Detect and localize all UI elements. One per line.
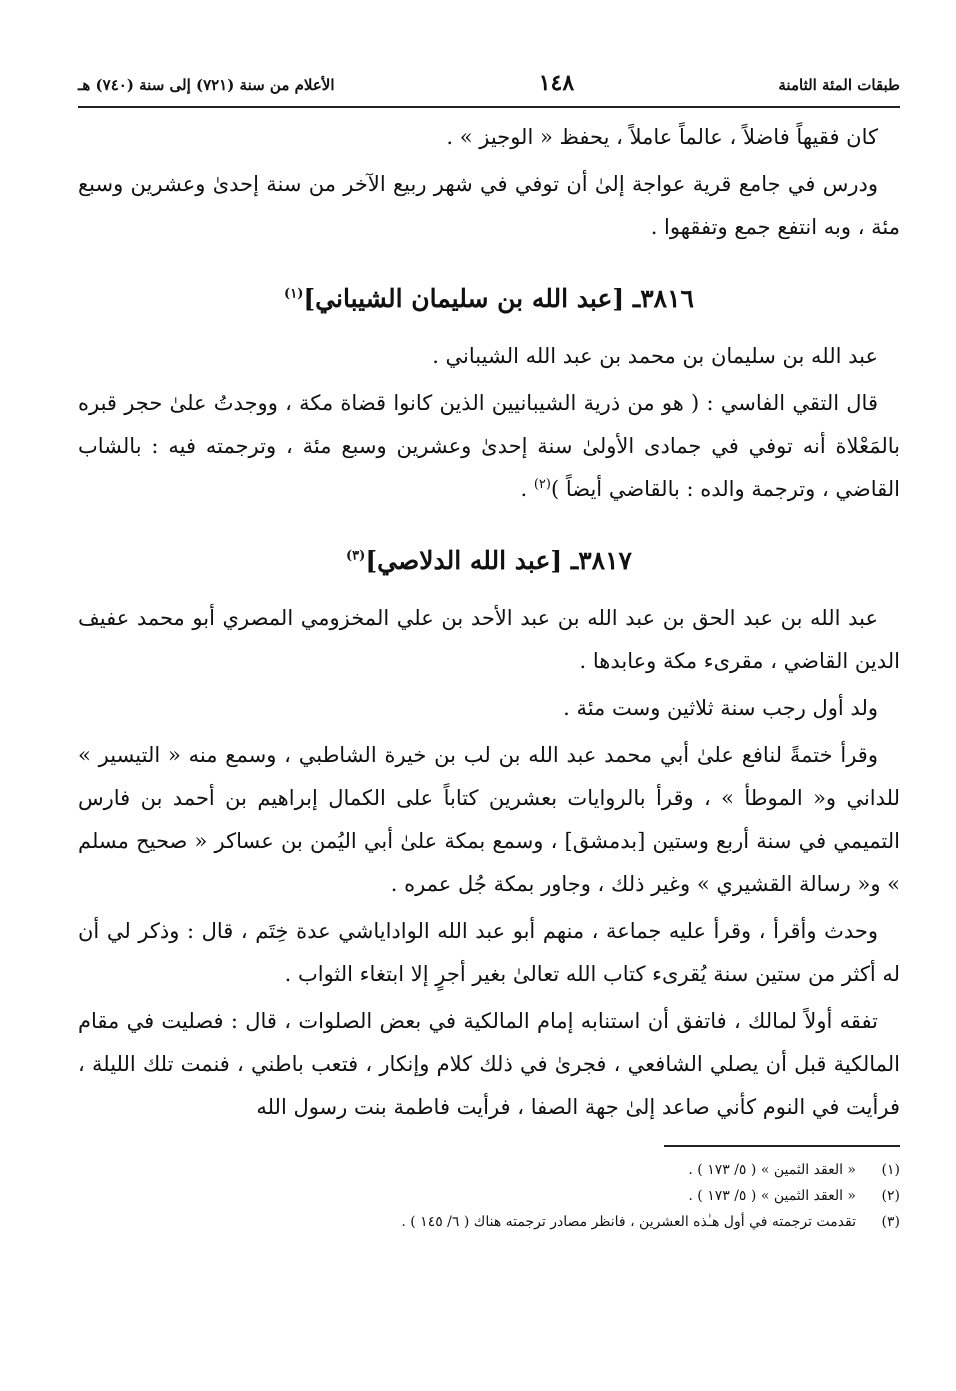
paragraph	[78, 335, 900, 378]
paragraph-text: تفقه أولاً لمالك ، فاتفق أن استنابه إمام المالكية في بعض الصلوات ، قال : فصليت في مقام المالكية قبل أن يصلي الشافعي ، فجرىٰ في ذلك كلام وإنكار ، فتعب باطني ، فنمت تلك الليلة ، فرأيت في النوم كأني صاعد إلىٰ جهة الصفا ، فرأيت فاطمة بنت رسول الله	[78, 1009, 900, 1119]
paragraph-text: وحدث وأقرأ ، وقرأ عليه جماعة ، منهم أبو عبد الله الواداياشي عدة خِتَم ، قال : وذكر لي أن له أكثر من ستين سنة يُقرىء كتاب الله تعالىٰ بغير أجرٍ إلا ابتغاء الثواب .	[78, 919, 900, 986]
paragraph	[78, 116, 900, 159]
footnote-ref: (٢)	[533, 477, 551, 492]
paragraph	[78, 687, 900, 730]
page-number: ١٤٨	[538, 70, 575, 96]
footnote-text: تقدمت ترجمته في أول هـٰذه العشرين ، فانظر مصادر ترجمته هناك ( ٦/ ١٤٥ ) .	[401, 1214, 856, 1230]
running-header	[78, 70, 900, 108]
footnotes	[78, 1157, 900, 1235]
paragraph	[78, 734, 900, 906]
heading-text: ٣٨١٦ـ [عبد الله بن سليمان الشيباني]	[303, 284, 694, 313]
footnote-text: « العقد الثمين » ( ٥/ ١٧٣ ) .	[688, 1188, 856, 1204]
paragraph-text: ولد أول رجب سنة ثلاثين وست مئة .	[563, 696, 878, 720]
entry-heading	[78, 539, 900, 583]
footnote	[78, 1157, 900, 1183]
header-section-title: طبقات المئة الثامنة	[778, 76, 900, 94]
footnote-ref: (١)	[284, 286, 304, 302]
footnote	[78, 1183, 900, 1209]
main-text	[78, 116, 900, 1129]
paragraph-text: وقرأ ختمةً لنافع علىٰ أبي محمد عبد الله بن لب بن خيرة الشاطبي ، وسمع منه « التيسير » للداني و« الموطأ » ، وقرأ بالروايات بعشرين كتاباً على الكمال إبراهيم بن أحمد بن فارس التميمي في سنة أربع وستين [بدمشق] ، وسمع بمكة علىٰ أبي اليُمن بن عساكر « صحيح مسلم » و« رسالة القشيري » وغير ذلك ، وجاور بمكة جُل عمره .	[78, 743, 900, 896]
paragraph	[78, 597, 900, 683]
heading-text: ٣٨١٧ـ [عبد الله الدلاصي]	[365, 546, 632, 575]
paragraph	[78, 1000, 900, 1129]
footnote-divider	[664, 1145, 900, 1147]
paragraph	[78, 163, 900, 249]
paragraph-text: عبد الله بن عبد الحق بن عبد الله بن عبد الأحد بن علي المخزومي المصري أبو محمد عفيف الدين القاضي ، مقرىء مكة وعابدها .	[78, 606, 900, 673]
paragraph-tail: .	[520, 477, 534, 501]
footnote-text: « العقد الثمين » ( ٥/ ١٧٣ ) .	[688, 1162, 856, 1178]
footnote-number: (١)	[881, 1162, 900, 1178]
paragraph-text: ودرس في جامع قرية عواجة إلىٰ أن توفي في شهر ربيع الآخر من سنة إحدىٰ وعشرين وسبع مئة ، وبه انتفع جمع وتفقهوا .	[78, 172, 900, 239]
paragraph-text: قال التقي الفاسي : ( هو من ذرية الشيبانيين الذين كانوا قضاة مكة ، ووجدتُ علىٰ حجر قبره بالمَعْلاة أنه توفي في جمادى الأولىٰ سنة إحدىٰ وعشرين وسبع مئة ، وترجمته فيه : بالشاب القاضي ، وترجمة والده : بالقاضي أيضاً )	[78, 391, 900, 501]
paragraph	[78, 382, 900, 511]
footnote	[78, 1209, 900, 1235]
footnote-ref: (٣)	[346, 548, 366, 564]
entry-heading	[78, 277, 900, 321]
footnote-number: (٣)	[881, 1214, 900, 1230]
paragraph-text: كان فقيهاً فاضلاً ، عالماً عاملاً ، يحفظ « الوجيز » .	[446, 125, 878, 149]
book-page	[78, 70, 900, 1235]
header-range-title: الأعلام من سنة (٧٢١) إلى سنة (٧٤٠) هـ	[78, 76, 335, 94]
paragraph	[78, 910, 900, 996]
paragraph-text: عبد الله بن سليمان بن محمد بن عبد الله الشيباني .	[432, 344, 878, 368]
footnote-number: (٢)	[881, 1188, 900, 1204]
